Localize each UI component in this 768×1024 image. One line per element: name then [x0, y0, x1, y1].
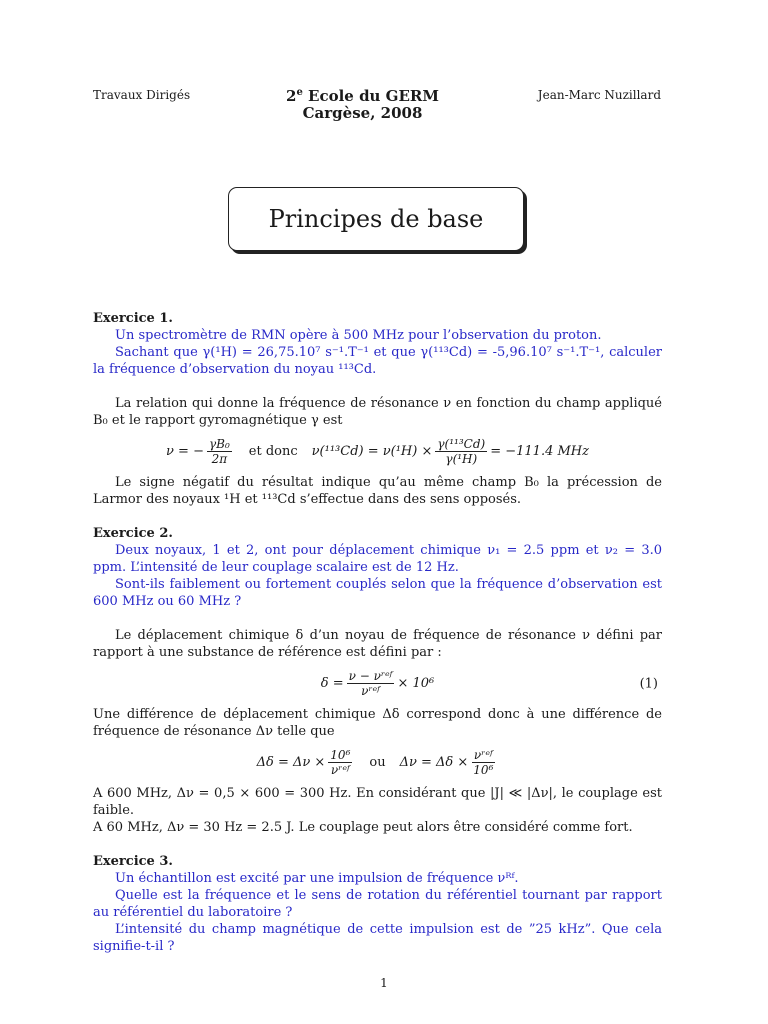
- equation-larmor: ν = − $\frac{\text{γB₀}}{2\pi}$ et donc ν(¹¹³Cd) = ν(¹H) × $\frac{\text{γ(¹¹³Cd)}}{\text{γ(¹H)}}$ = −111.4 MHz: [166, 437, 589, 466]
- fraction: $\frac{\text{γB₀}}{2\pi}$: [208, 437, 230, 466]
- header-left: Travaux Dirigés: [93, 88, 191, 102]
- header-center-line1: 2e Ecole du GERM: [286, 87, 439, 105]
- header-right: Jean-Marc Nuzillard: [537, 88, 661, 102]
- exercise-2-question-1: Deux noyaux, 1 et 2, ont pour déplacement chimique ν₁ = 2.5 ppm et ν₂ = 3.0 ppm. L’intensité de leur couplage scalaire est de 12 Hz.: [93, 543, 662, 575]
- exercise-1-question-1: Un spectromètre de RMN opère à 500 MHz pour l’observation du proton.: [115, 328, 602, 343]
- equation-frequency-difference: Δδ = Δν × $\frac{\text{10⁶}}{\text{νʳᵉᶠ}}$ ou Δν = Δδ × $\frac{\text{νʳᵉᶠ}}{\text{10⁶}}$: [256, 748, 494, 777]
- exercise-2-heading: Exercice 2.: [93, 526, 173, 541]
- fraction: $\frac{\text{νʳᵉᶠ}}{\text{10⁶}}$: [473, 748, 494, 777]
- exercise-3-question-3: L’intensité du champ magnétique de cette impulsion est de ”25 kHz”. Que cela signifie-t-il ?: [93, 922, 662, 954]
- exercise-1-answer-2: Le signe négatif du résultat indique qu’au même champ B₀ la précession de Larmor des noyaux ¹H et ¹¹³Cd s’effectue dans des sens opposés.: [93, 475, 662, 507]
- equation-chemical-shift: δ = $\frac{\text{ν − νʳᵉᶠ}}{\text{νʳᵉᶠ}}$ × 10⁶ (1): [320, 669, 658, 698]
- exercise-1-heading: Exercice 1.: [93, 311, 173, 326]
- exercise-3-heading: Exercice 3.: [93, 854, 173, 869]
- exercise-2-question-2: Sont-ils faiblement ou fortement couplés selon que la fréquence d’observation est 600 MHz ou 60 MHz ?: [93, 577, 662, 609]
- page-header: [0, 86, 768, 126]
- equation-number: (1): [639, 676, 658, 691]
- exercise-2-answer-2: Une différence de déplacement chimique Δδ correspond donc à une différence de fréquence de résonance Δν telle que: [93, 707, 662, 739]
- exercise-2-answer-3: A 600 MHz, Δν = 0,5 × 600 = 300 Hz. En considérant que |J| ≪ |Δν|, le couplage est faible.: [93, 786, 662, 818]
- page-number: 1: [380, 976, 388, 990]
- page-title: Principes de base: [268, 205, 484, 233]
- exercise-3-question-2: Quelle est la fréquence et le sens de rotation du référentiel tournant par rapport au référentiel du laboratoire ?: [93, 888, 662, 920]
- main-content: [93, 310, 662, 955]
- title-box: [228, 187, 524, 251]
- header-center: [250, 84, 475, 122]
- exercise-2-answer-4: A 60 MHz, Δν = 30 Hz = 2.5 J. Le couplage peut alors être considéré comme fort.: [93, 820, 633, 835]
- fraction: $\frac{\text{ν − νʳᵉᶠ}}{\text{νʳᵉᶠ}}$: [348, 669, 393, 698]
- exercise-1-answer-1: La relation qui donne la fréquence de résonance ν en fonction du champ appliqué B₀ et le rapport gyromagnétique γ est: [93, 396, 662, 428]
- fraction: $\frac{\text{γ(¹¹³Cd)}}{\text{γ(¹H)}}$: [437, 437, 486, 466]
- exercise-2-answer-1: Le déplacement chimique δ d’un noyau de fréquence de résonance ν défini par rapport à une substance de référence est défini par :: [93, 628, 662, 660]
- header-center-line2: Cargèse, 2008: [302, 104, 423, 122]
- exercise-1-question-2: Sachant que γ(¹H) = 26,75.10⁷ s⁻¹.T⁻¹ et que γ(¹¹³Cd) = -5,96.10⁷ s⁻¹.T⁻¹, calculer la fréquence d’observation du noyau ¹¹³Cd.: [93, 345, 662, 377]
- exercise-3-question-1: Un échantillon est excité par une impulsion de fréquence νᴿᶠ.: [115, 871, 519, 886]
- fraction: $\frac{\text{10⁶}}{\text{νʳᵉᶠ}}$: [330, 748, 351, 777]
